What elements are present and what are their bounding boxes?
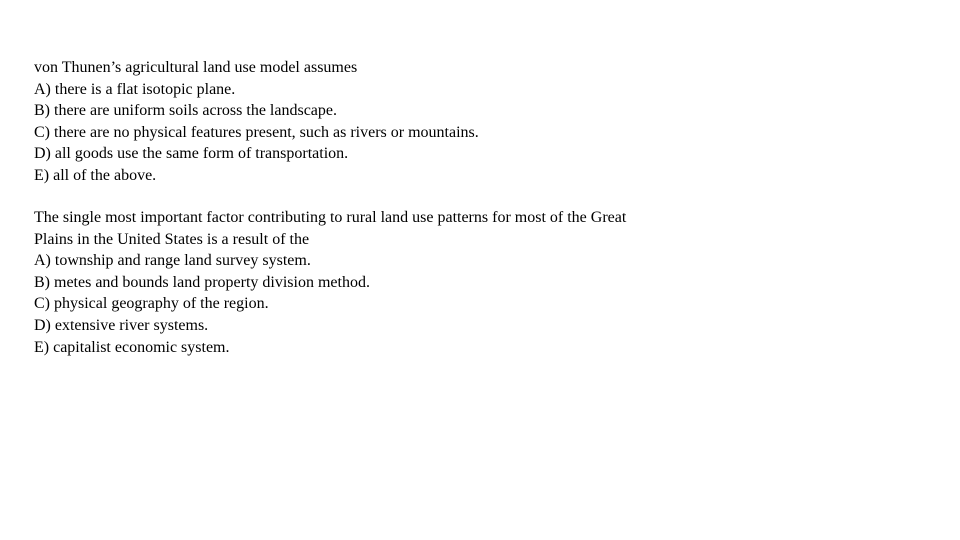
answer-option-a: A) township and range land survey system.	[34, 252, 311, 270]
answer-option-b: B) metes and bounds land property division method.	[34, 273, 370, 291]
question-1	[34, 57, 734, 187]
question-2	[34, 207, 734, 358]
answer-option-c: C) there are no physical features present, such as rivers or mountains.	[34, 123, 479, 141]
answer-option-e: E) all of the above.	[34, 166, 157, 184]
question-stem-line-1: The single most important factor contributing to rural land use patterns for most of the Great	[34, 209, 627, 226]
answer-option-b: B) there are uniform soils across the landscape.	[34, 102, 338, 120]
answer-option-d: D) all goods use the same form of transportation.	[34, 145, 349, 163]
question-stem-line-2: Plains in the United States is a result of the	[34, 230, 310, 248]
answer-option-e: E) capitalist economic system.	[34, 338, 230, 356]
answer-option-a: A) there is a flat isotopic plane.	[34, 80, 236, 98]
answer-option-d: D) extensive river systems.	[34, 316, 209, 334]
question-stem: von Thunen’s agricultural land use model assumes	[34, 59, 358, 76]
answer-option-c: C) physical geography of the region.	[34, 295, 269, 313]
